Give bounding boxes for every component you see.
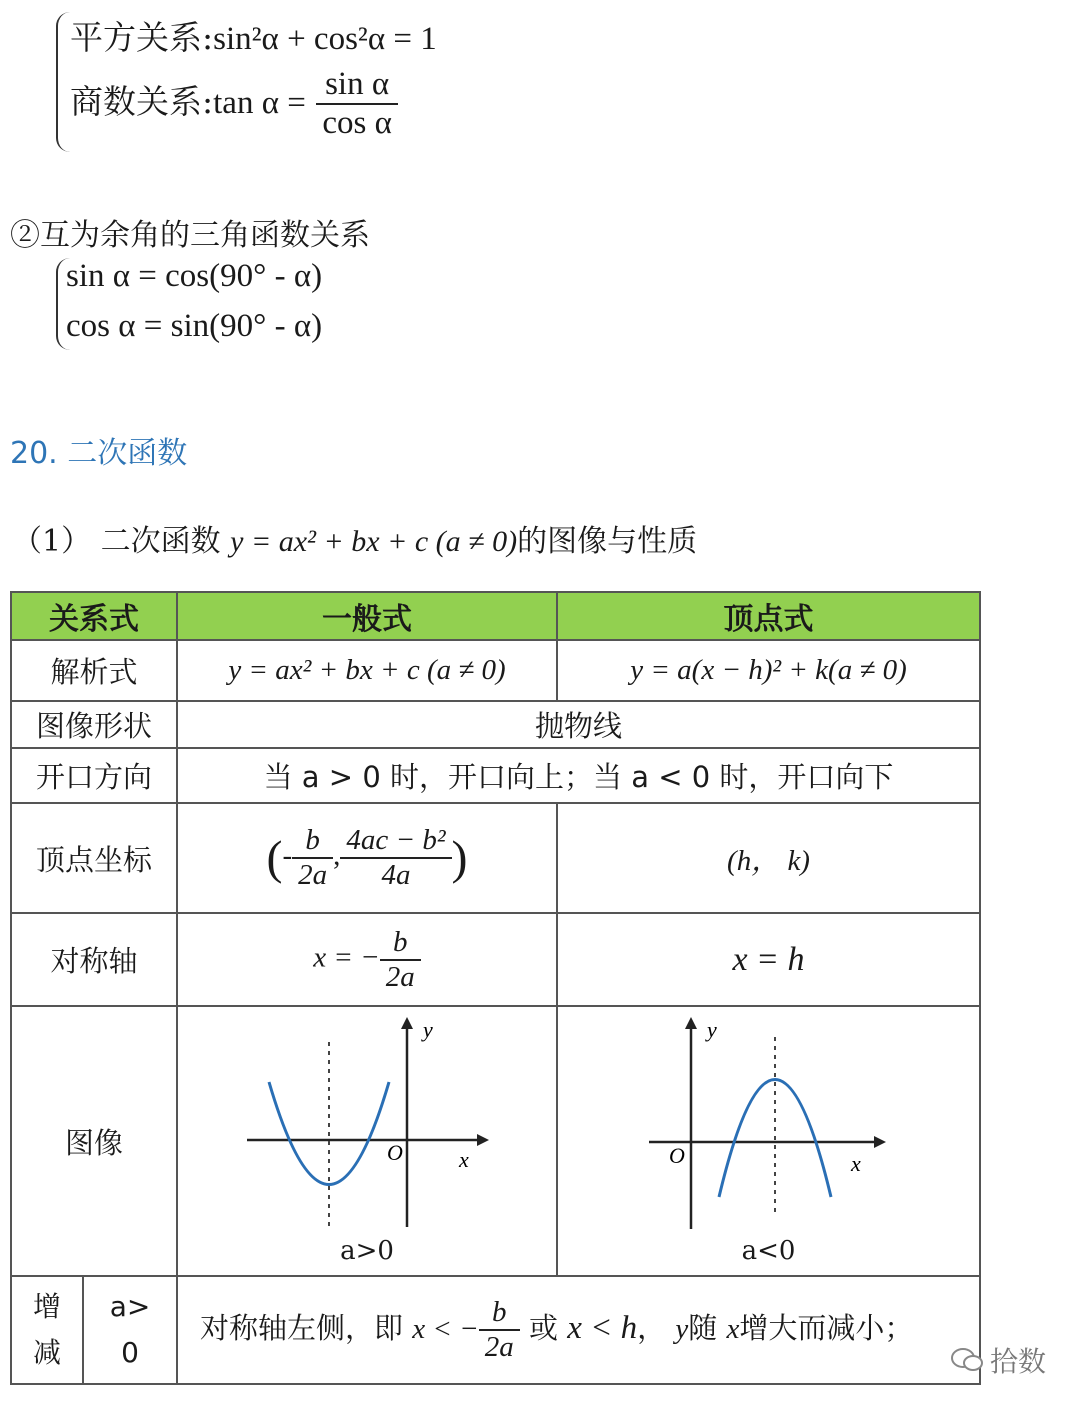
analytic-general: y = ax² + bx + c (a ≠ 0) bbox=[177, 640, 557, 701]
subheading-prefix: （1） 二次函数 bbox=[12, 524, 221, 559]
graph-right-cell bbox=[557, 1006, 980, 1276]
mono-text-before: 对称轴左侧，即 bbox=[200, 1311, 404, 1345]
vertex-x-num: b bbox=[305, 824, 320, 856]
quotient-left: tan α = bbox=[213, 85, 306, 121]
row-label-opening: 开口方向 bbox=[11, 748, 177, 803]
origin-label: O bbox=[387, 1139, 403, 1165]
monotonic-condition bbox=[83, 1276, 177, 1384]
label-zeng: 增 bbox=[32, 1290, 61, 1323]
table-row-analytic bbox=[11, 640, 980, 701]
table-row-opening bbox=[11, 748, 980, 803]
shape-value: 抛物线 bbox=[177, 701, 980, 748]
subheading-suffix: 的图像与性质 bbox=[517, 524, 698, 559]
mono-num: b bbox=[492, 1296, 507, 1328]
table-row-axis bbox=[11, 913, 980, 1006]
cond-line-2: 0 bbox=[121, 1336, 139, 1369]
mono-x-lt-h: x < h bbox=[567, 1310, 638, 1346]
mono-y-var: y bbox=[675, 1313, 689, 1345]
mono-x-lt: x < − bbox=[412, 1313, 479, 1345]
label-jian: 减 bbox=[32, 1336, 61, 1369]
row-label-axis: 对称轴 bbox=[11, 913, 177, 1006]
x-label: x bbox=[459, 1146, 469, 1172]
complement-line-1: sin α = cos(90° - α) bbox=[66, 258, 323, 294]
complement-heading: ②互为余角的三角函数关系 bbox=[10, 218, 370, 253]
mono-den: 2a bbox=[479, 1329, 520, 1364]
vertex-general: (- $\frac{b}{2a}$ , $\frac{\text{4ac − b²}}{4a}$ ) bbox=[177, 803, 557, 913]
subheading-formula: y = ax² + bx + c (a ≠ 0) bbox=[230, 525, 518, 558]
opening-value: 当 a > 0 时，开口向上；当 a < 0 时，开口向下 bbox=[177, 748, 980, 803]
quotient-denominator: cos α bbox=[316, 103, 398, 142]
mono-sui: 随 bbox=[688, 1311, 718, 1345]
vertex-x-den: 2a bbox=[292, 857, 333, 892]
section-title: 20. 二次函数 bbox=[10, 436, 188, 471]
y-axis-arrow bbox=[401, 1017, 413, 1029]
mono-text-mid: 或 bbox=[528, 1311, 558, 1345]
table-header-row bbox=[11, 592, 980, 640]
table-row-shape bbox=[11, 701, 980, 748]
parabola-down-graph bbox=[639, 1017, 899, 1232]
vertex-y-num: 4ac − b² bbox=[346, 824, 446, 856]
axis-num: b bbox=[393, 925, 408, 958]
x-axis-arrow bbox=[874, 1136, 886, 1148]
x-label: x bbox=[850, 1150, 861, 1176]
parabola-up-graph bbox=[237, 1017, 497, 1232]
paren-close: ) bbox=[451, 831, 468, 885]
watermark-text: 拾数 bbox=[990, 1345, 1047, 1378]
table-row-graph bbox=[11, 1006, 980, 1276]
square-label: 平方关系: bbox=[70, 18, 214, 57]
axis-general-left: x = − bbox=[313, 941, 380, 974]
row-label-monotonic bbox=[11, 1276, 83, 1384]
properties-table bbox=[10, 591, 981, 1385]
x-axis-arrow bbox=[477, 1134, 489, 1146]
caption-a-negative: a<0 bbox=[741, 1235, 796, 1266]
vertex-vertex-form: (h， k) bbox=[557, 803, 980, 913]
header-vertex: 顶点式 bbox=[557, 592, 980, 640]
monotonic-description: 对称轴左侧，即 x < − $\frac{b}{2a}$ 或 x < h， y随 x增大而减小； bbox=[177, 1276, 980, 1384]
axis-den: 2a bbox=[380, 959, 421, 994]
wechat-icon bbox=[950, 1347, 984, 1373]
table-row-monotonic bbox=[11, 1276, 980, 1384]
y-label: y bbox=[706, 1016, 717, 1042]
axis-general bbox=[177, 913, 557, 1006]
row-label-shape: 图像形状 bbox=[11, 701, 177, 748]
graph-left-cell bbox=[177, 1006, 557, 1276]
y-label: y bbox=[423, 1016, 433, 1042]
origin-label: O bbox=[668, 1142, 685, 1168]
mono-x-var: x bbox=[726, 1313, 740, 1345]
paren-open: ( bbox=[266, 831, 283, 885]
vertex-y-frac bbox=[340, 824, 451, 892]
axis-vertex-form: x = h bbox=[557, 913, 980, 1006]
cond-line-1: a> bbox=[109, 1290, 151, 1323]
quotient-relation bbox=[70, 66, 398, 142]
mono-text-after: 增大而减小； bbox=[739, 1311, 914, 1345]
square-formula: sin²α + cos²α = 1 bbox=[213, 21, 437, 57]
axis-frac bbox=[380, 926, 421, 994]
header-general: 一般式 bbox=[177, 592, 557, 640]
y-axis-arrow bbox=[685, 1017, 697, 1029]
watermark bbox=[950, 1340, 1046, 1380]
subheading bbox=[12, 516, 697, 560]
complement-line-2: cos α = sin(90° - α) bbox=[66, 308, 323, 344]
analytic-vertex: y = a(x − h)² + k(a ≠ 0) bbox=[557, 640, 980, 701]
vertex-x-frac bbox=[292, 824, 333, 892]
square-relation bbox=[70, 12, 437, 59]
mono-frac bbox=[479, 1296, 520, 1364]
row-label-graph: 图像 bbox=[11, 1006, 177, 1276]
vertex-y-den: 4a bbox=[340, 857, 451, 892]
vertex-sign: - bbox=[282, 839, 293, 872]
header-relation: 关系式 bbox=[11, 592, 177, 640]
caption-a-positive: a>0 bbox=[340, 1235, 394, 1266]
row-label-vertex: 顶点坐标 bbox=[11, 803, 177, 913]
table-row-vertex bbox=[11, 803, 980, 913]
quotient-fraction bbox=[316, 66, 398, 142]
quotient-numerator: sin α bbox=[325, 66, 390, 102]
quotient-label: 商数关系: bbox=[70, 82, 214, 121]
row-label-analytic: 解析式 bbox=[11, 640, 177, 701]
